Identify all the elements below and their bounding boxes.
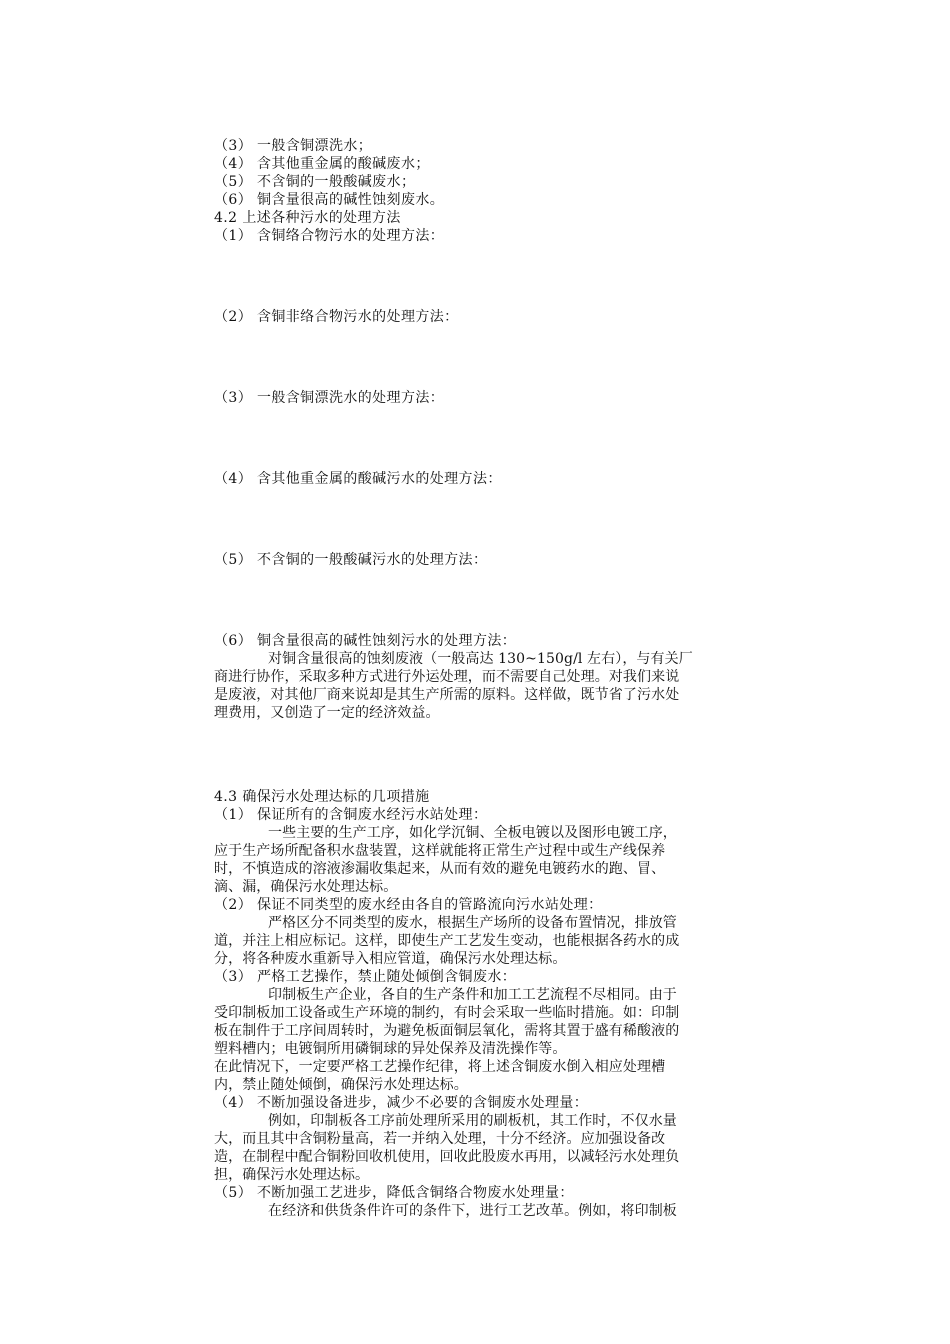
method-heading: （6） 铜含量很高的碱性蚀刻污水的处理方法： <box>214 633 517 649</box>
measure-heading: （4） 不断加强设备进步，减少不必要的含铜废水处理量： <box>214 1095 589 1111</box>
paragraph-line: 道，并注上相应标记。这样，即使生产工艺发生变动，也能根据各药水的成 <box>214 933 680 949</box>
list-item: （3） 一般含铜漂洗水； <box>214 138 373 154</box>
method-heading: （5） 不含铜的一般酸碱污水的处理方法： <box>214 552 488 568</box>
paragraph-line: 分，将各种废水重新导入相应管道，确保污水处理达标。 <box>214 951 567 967</box>
paragraph-line: 在经济和供货条件许可的条件下，进行工艺改革。例如，将印制板 <box>268 1203 677 1219</box>
paragraph-line: 例如，印制板各工序前处理所采用的刷板机，其工作时，不仅水量 <box>268 1113 677 1129</box>
paragraph-line: 印制板生产企业，各自的生产条件和加工工艺流程不尽相同。由于 <box>268 987 677 1003</box>
method-heading: （2） 含铜非络合物污水的处理方法： <box>214 309 459 325</box>
paragraph-line: 严格区分不同类型的废水，根据生产场所的设备布置情况，排放管 <box>268 915 677 931</box>
paragraph-line: 商进行协作，采取多种方式进行外运处理，而不需要自己处理。对我们来说 <box>214 669 680 685</box>
section-heading-4-2: 4.2 上述各种污水的处理方法 <box>214 210 401 226</box>
measure-heading: （2） 保证不同类型的废水经由各自的管路流向污水站处理： <box>214 897 603 913</box>
paragraph-line: 板在制件于工序间周转时，为避免板面铜层氧化，需将其置于盛有稀酸液的 <box>214 1023 680 1039</box>
paragraph-line: 大，而且其中含铜粉量高，若一并纳入处理，十分不经济。应加强设备改 <box>214 1131 666 1147</box>
paragraph-line: 担，确保污水处理达标。 <box>214 1167 370 1183</box>
list-item: （5） 不含铜的一般酸碱废水； <box>214 174 416 190</box>
list-item: （4） 含其他重金属的酸碱废水； <box>214 156 430 172</box>
paragraph-line: 受印制板加工设备或生产环境的制约，有时会采取一些临时措施。如：印制 <box>214 1005 680 1021</box>
paragraph-line: 在此情况下，一定要严格工艺操作纪律，将上述含铜废水倒入相应处理槽 <box>214 1059 666 1075</box>
paragraph-line: 一些主要的生产工序，如化学沉铜、全板电镀以及图形电镀工序， <box>268 825 677 841</box>
method-heading: （4） 含其他重金属的酸碱污水的处理方法： <box>214 471 502 487</box>
paragraph-line: 应于生产场所配备积水盘装置，这样就能将正常生产过程中或生产线保养 <box>214 843 666 859</box>
paragraph-line: 时，不慎造成的溶液渗漏收集起来，从而有效的避免电镀药水的跑、冒、 <box>214 861 666 877</box>
method-heading: （3） 一般含铜漂洗水的处理方法： <box>214 390 445 406</box>
section-heading-4-3: 4.3 确保污水处理达标的几项措施 <box>214 789 430 805</box>
paragraph-line: 滴、漏，确保污水处理达标。 <box>214 879 398 895</box>
paragraph-line: 造，在制程中配合铜粉回收机使用，回收此股废水再用，以减轻污水处理负 <box>214 1149 680 1165</box>
paragraph-line: 内，禁止随处倾倒，确保污水处理达标。 <box>214 1077 468 1093</box>
measure-heading: （5） 不断加强工艺进步，降低含铜络合物废水处理量： <box>214 1185 574 1201</box>
paragraph-line: 理费用，又创造了一定的经济效益。 <box>214 705 440 721</box>
list-item: （6） 铜含量很高的碱性蚀刻废水。 <box>214 192 445 208</box>
paragraph-line: 对铜含量很高的蚀刻废液（一般高达 130~150g/l 左右），与有关厂 <box>268 651 693 667</box>
method-heading: （1） 含铜络合物污水的处理方法： <box>214 228 445 244</box>
paragraph-line: 是废液，对其他厂商来说却是其生产所需的原料。这样做，既节省了污水处 <box>214 687 680 703</box>
paragraph-line: 塑料槽内；电镀铜所用磷铜球的异处保养及清洗操作等。 <box>214 1041 567 1057</box>
measure-heading: （1） 保证所有的含铜废水经污水站处理： <box>214 807 488 823</box>
measure-heading: （3） 严格工艺操作，禁止随处倾倒含铜废水： <box>214 969 517 985</box>
